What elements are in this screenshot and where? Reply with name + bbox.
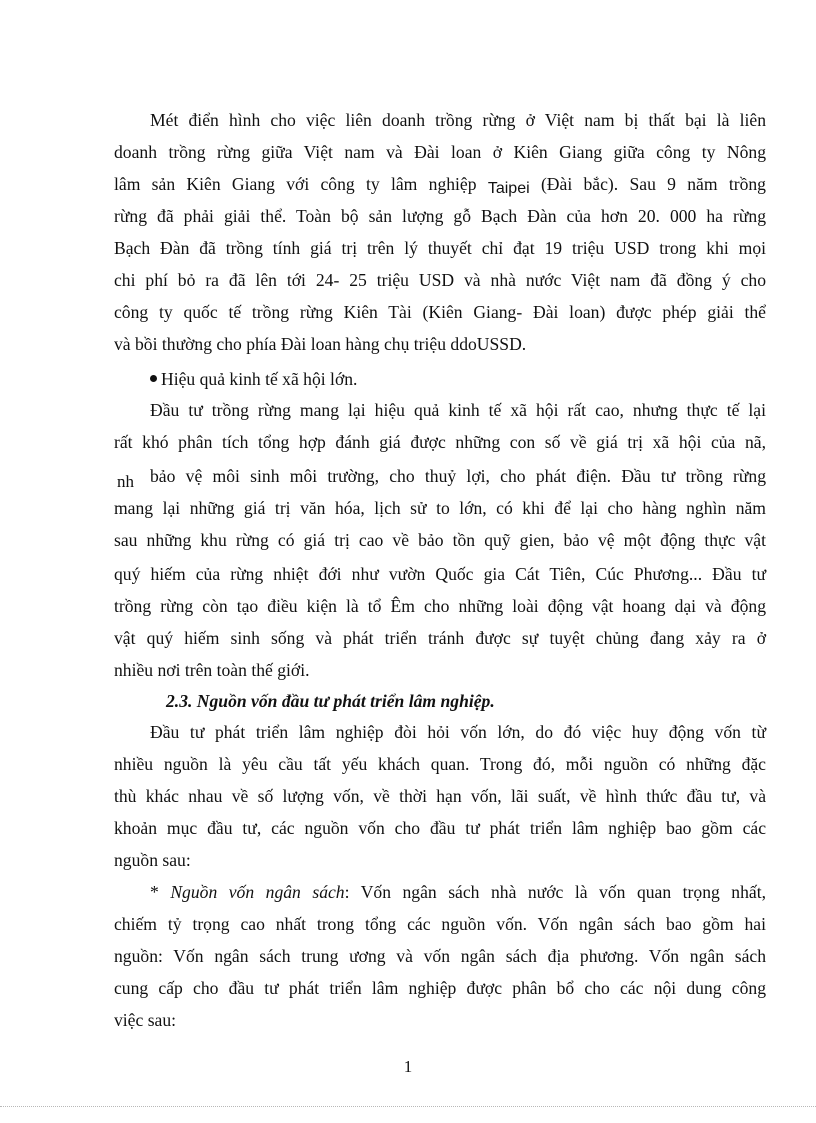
paragraph-1-line-3-start: lâm sản Kiên Giang với công ty lâm nghiệp (114, 174, 488, 194)
paragraph-2-line-9: nhiều nơi trên toàn thế giới. (114, 660, 310, 680)
paragraph-1-line-4: rừng đã phải giải thể. Toàn bộ sản lượng gỗ Bạch Đàn của hơn 20. 000 ha rừng (114, 206, 766, 226)
paragraph-2-line-6: quý hiếm của rừng nhiệt đới như vườn Quốc gia Cát Tiên, Cúc Phương... Đầu tư (114, 564, 766, 584)
paragraph-1-line-2: doanh trồng rừng giữa Việt nam và Đài loan ở Kiên Giang giữa công ty Nông (114, 142, 766, 162)
paragraph-2-line-8: vật quý hiếm sinh sống và phát triển tránh được sự tuyệt chủng đang xảy ra ở (114, 628, 766, 648)
paragraph-2-line-1: Đầu tư trồng rừng mang lại hiệu quả kinh tế xã hội rất cao, nhưng thực tế lại (150, 400, 766, 420)
paragraph-2-line-7: trồng rừng còn tạo điều kiện là tổ Êm cho những loài động vật hoang dại và động (114, 596, 766, 616)
bullet-item (150, 368, 357, 390)
asterisk-marker: * (150, 882, 171, 902)
paragraph-3-line-4: khoản mục đầu tư, các nguồn vốn cho đầu tư phát triển lâm nghiệp bao gồm các (114, 818, 766, 838)
paragraph-4-line-5: việc sau: (114, 1010, 177, 1030)
bullet-dot-icon (150, 375, 157, 382)
paragraph-1-line-7: công ty quốc tế trồng rừng Kiên Tài (Kiên Giang- Đài loan) được phép giải thể (114, 302, 766, 322)
paragraph-2-line-5: sau những khu rừng có giá trị cao về bảo tồn quỹ gien, bảo vệ một động thực vật (114, 530, 766, 550)
paragraph-1-line-8: và bồi thường cho phía Đài loan hàng chụ triệu ddoUSSD. (114, 334, 527, 354)
paragraph-1-line-5: Bạch Đàn đã trồng tính giá trị trên lý thuyết chỉ đạt 19 triệu USD trong khi mọi (114, 238, 766, 258)
paragraph-2-line-2: rất khó phân tích tổng hợp đánh giá được những con số về giá trị xã hội của nã, (114, 432, 766, 452)
paragraph-3-line-3: thù khác nhau về số lượng vốn, về thời hạn vốn, lãi suất, về hình thức đầu tư, và (114, 786, 766, 806)
page-number: 1 (403, 1057, 413, 1076)
paragraph-4-line-2: chiếm tỷ trọng cao nhất trong tổng các nguồn vốn. Vốn ngân sách bao gồm hai (114, 914, 766, 934)
paragraph-4-line-4: cung cấp cho đầu tư phát triển lâm nghiệp được phân bổ cho các nội dung công (114, 978, 766, 998)
section-heading: 2.3. Nguồn vốn đầu tư phát triển lâm nghiệp. (166, 691, 495, 711)
paragraph-1-line-3 (114, 173, 766, 197)
paragraph-2-line-3: bảo vệ môi sinh môi trường, cho thuỷ lợi, cho phát điện. Đầu tư trồng rừng (150, 466, 766, 486)
paragraph-1-line-3-end: (Đài bắc). Sau 9 năm trồng (529, 174, 766, 194)
paragraph-1-line-6: chi phí bỏ ra đã lên tới 24- 25 triệu USD và nhà nước Việt nam đã đồng ý cho (114, 270, 766, 290)
taipei-word: Taipei (487, 180, 530, 197)
paragraph-3-line-2: nhiều nguồn là yêu cầu tất yếu khách quan. Trong đó, mỗi nguồn có những đặc (114, 754, 766, 774)
funding-source-term: Nguồn vốn ngân sách (170, 882, 345, 902)
paragraph-3-line-1: Đầu tư phát triển lâm nghiệp đòi hỏi vốn lớn, do đó việc huy động vốn từ (150, 722, 766, 742)
paragraph-4-line-1-rest: : Vốn ngân sách nhà nước là vốn quan trọng nhất, (344, 882, 766, 902)
paragraph-2-line-3-prefix: nh (117, 472, 134, 491)
paragraph-4-line-3: nguồn: Vốn ngân sách trung ương và vốn ngân sách địa phương. Vốn ngân sách (114, 946, 766, 966)
bullet-text: Hiệu quả kinh tế xã hội lớn. (161, 369, 358, 389)
paragraph-1-line-1: Mét điển hình cho việc liên doanh trồng rừng ở Việt nam bị thất bại là liên (150, 110, 766, 130)
paragraph-4-line-1 (150, 881, 766, 903)
paragraph-2-line-4: mang lại những giá trị văn hóa, lịch sử to lớn, có khi để lại cho hàng nghìn năm (114, 498, 766, 518)
page-bottom-divider (0, 1106, 816, 1107)
paragraph-3-line-5: nguồn sau: (114, 850, 191, 870)
